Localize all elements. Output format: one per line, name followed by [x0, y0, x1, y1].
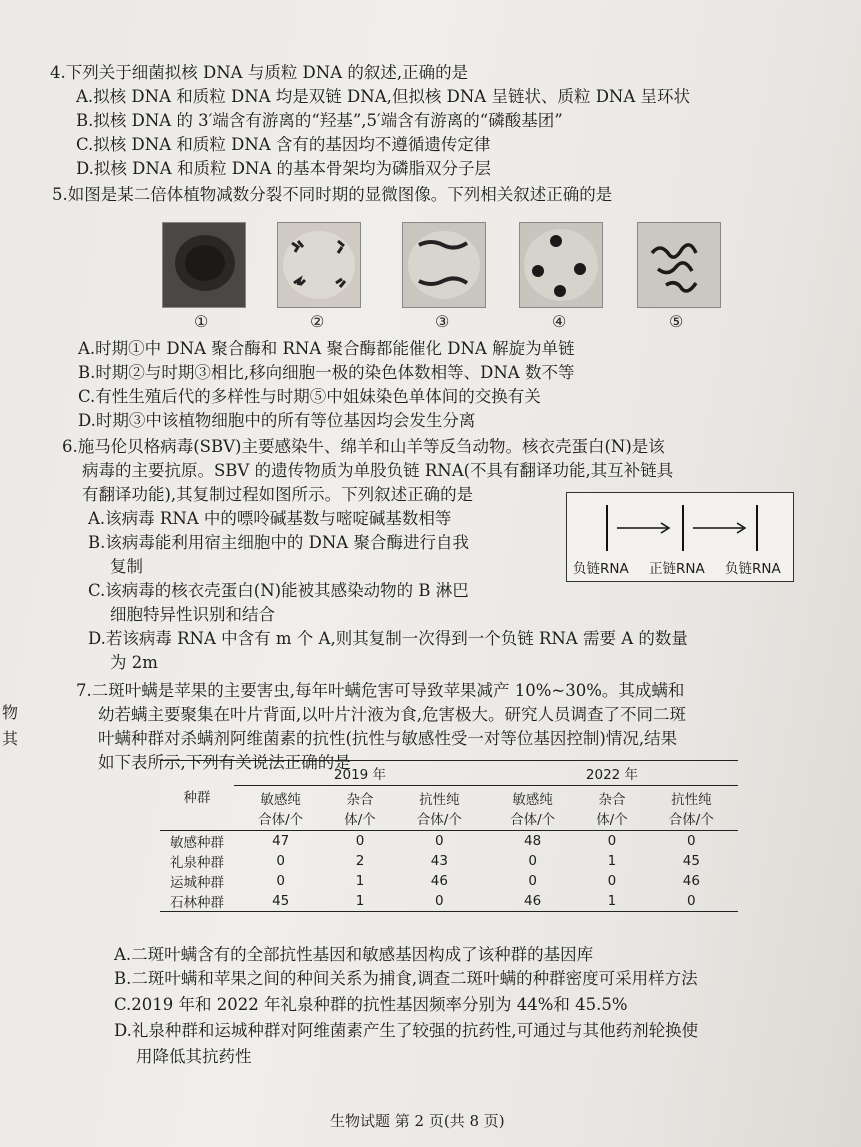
micrograph-label-3: ③: [435, 312, 450, 331]
table-subheader: 敏感纯 合体/个: [258, 792, 304, 828]
table-header-year-2019: 2019 年: [234, 761, 486, 786]
table-cell: 45: [272, 893, 290, 909]
table-cell: 1: [607, 853, 617, 869]
q7-option-b: B.二斑叶螨和苹果之间的种间关系为捕食,调查二斑叶螨的种群密度可采用样方法: [114, 969, 698, 988]
q7-option-c: C.2019 年和 2022 年礼泉种群的抗性基因频率分别为 44%和 45.5%: [114, 995, 628, 1014]
q5-option-c: C.有性生殖后代的多样性与时期⑤中姐妹染色单体间的交换有关: [78, 387, 541, 406]
micrograph-4: [519, 222, 603, 308]
table-cell: 1: [355, 873, 365, 889]
micrograph-label-2: ②: [310, 312, 325, 331]
table-row: [160, 851, 738, 871]
table-cell: 0: [435, 833, 444, 849]
table-cell: 45: [682, 853, 700, 869]
table-cell: 0: [687, 893, 696, 909]
margin-text-1: 物: [2, 703, 19, 722]
q4-stem: 4.下列关于细菌拟核 DNA 与质粒 DNA 的叙述,正确的是: [50, 63, 469, 82]
q5-option-b: B.时期②与时期③相比,移向细胞一极的染色体数相等、DNA 数不等: [78, 363, 575, 382]
micrograph-label-4: ④: [552, 312, 567, 331]
table-cell: 0: [355, 833, 365, 849]
micrograph-label-5: ⑤: [669, 312, 684, 331]
table-cell: 46: [682, 873, 700, 889]
diagram-label-1: 负链RNA: [573, 561, 629, 577]
q6-option-d: D.若该病毒 RNA 中含有 m 个 A,则其复制一次得到一个负链 RNA 需要 A 的数量: [88, 629, 688, 648]
table-cell: 礼泉种群: [170, 855, 224, 871]
table-row: [160, 831, 738, 852]
q7-stem-line-4: 如下表所示,下列有关说法正确的是: [98, 753, 351, 772]
q7-option-d-cont: 用降低其抗药性: [136, 1047, 252, 1066]
q6-option-c: C.该病毒的核衣壳蛋白(N)能被其感染动物的 B 淋巴: [88, 581, 469, 600]
resistance-table: [160, 760, 738, 912]
q5-stem: 5.如图是某二倍体植物减数分裂不同时期的显微图像。下列相关叙述正确的是: [52, 185, 613, 204]
table-cell: 0: [607, 873, 617, 889]
table-cell: 43: [430, 853, 448, 869]
q6-option-d-cont: 为 2m: [110, 653, 158, 672]
micrograph-2: [277, 222, 361, 308]
q6-stem-line-2: 病毒的主要抗原。SBV 的遗传物质为单股负链 RNA(不具有翻译功能,其互补链具: [82, 461, 674, 480]
q7-option-a: A.二斑叶螨含有的全部抗性基因和敏感基因构成了该种群的基因库: [114, 945, 594, 964]
table-cell: 0: [607, 833, 617, 849]
q7-stem-line-2: 幼若螨主要聚集在叶片背面,以叶片汁液为食,危害极大。研究人员调查了不同二斑: [98, 705, 686, 724]
q4-option-b: B.拟核 DNA 的 3′端含有游离的“羟基”,5′端含有游离的“磷酸基团”: [76, 111, 563, 130]
q7-stem-line-1: 7.二斑叶螨是苹果的主要害虫,每年叶螨危害可导致苹果减产 10%~30%。其成螨和: [76, 681, 685, 700]
margin-text-2: 其: [2, 729, 19, 748]
diagram-label-2: 正链RNA: [649, 561, 705, 577]
table-cell: 敏感种群: [170, 835, 224, 851]
table-cell: 48: [524, 833, 542, 849]
q4-option-a: A.拟核 DNA 和质粒 DNA 均是双链 DNA,但拟核 DNA 呈链状、质粒 DNA 呈环状: [76, 87, 691, 106]
q6-option-b: B.该病毒能利用宿主细胞中的 DNA 聚合酶进行自我: [88, 533, 469, 552]
table-subheader: 抗性纯 合体/个: [416, 792, 462, 828]
table-row: [160, 871, 738, 891]
table-cell: 0: [435, 893, 444, 909]
q5-option-d: D.时期③中该植物细胞中的所有等位基因均会发生分离: [78, 411, 476, 430]
table-subheader: 杂合 体/个: [596, 792, 628, 828]
table-cell: 46: [430, 873, 448, 889]
table-cell: 0: [276, 853, 285, 869]
table-subheader: 敏感纯 合体/个: [510, 792, 556, 828]
micrograph-3: [402, 222, 486, 308]
table-cell: 1: [355, 893, 365, 909]
micrograph-5: [637, 222, 721, 308]
table-cell: 2: [355, 853, 365, 869]
micrograph-label-1: ①: [194, 312, 209, 331]
table-cell: 1: [607, 893, 617, 909]
table-cell: 0: [276, 873, 285, 889]
replication-diagram: [566, 492, 794, 582]
q6-option-b-cont: 复制: [110, 557, 143, 576]
table-cell: 0: [528, 853, 537, 869]
q6-stem-line-1: 6.施马伦贝格病毒(SBV)主要感染牛、绵羊和山羊等反刍动物。核衣壳蛋白(N)是该: [62, 437, 665, 456]
q7-stem-line-3: 叶螨种群对杀螨剂阿维菌素的抗性(抗性与敏感性受一对等位基因控制)情况,结果: [98, 729, 678, 748]
table-cell: 0: [528, 873, 537, 889]
table-cell: 运城种群: [170, 875, 224, 891]
q6-stem-line-3: 有翻译功能),其复制过程如图所示。下列叙述正确的是: [82, 485, 474, 504]
table-cell: 47: [272, 833, 290, 849]
table-subheader: 杂合 体/个: [344, 792, 376, 828]
table-header-population: 种群: [183, 789, 211, 806]
q6-option-c-cont: 细胞特异性识别和结合: [110, 605, 275, 624]
table-header-year-2022: 2022 年: [486, 761, 738, 786]
table-subheader: 抗性纯 合体/个: [668, 792, 714, 828]
table-cell: 0: [687, 833, 696, 849]
diagram-label-3: 负链RNA: [725, 561, 781, 577]
table-cell: 石林种群: [170, 895, 224, 911]
table-row: [160, 891, 738, 912]
q4-option-d: D.拟核 DNA 和质粒 DNA 的基本骨架均为磷脂双分子层: [76, 159, 492, 178]
q6-option-a: A.该病毒 RNA 中的嘌呤碱基数与嘧啶碱基数相等: [88, 509, 452, 528]
table-cell: 46: [524, 893, 542, 909]
q5-option-a: A.时期①中 DNA 聚合酶和 RNA 聚合酶都能催化 DNA 解旋为单链: [78, 339, 575, 358]
q7-option-d: D.礼泉种群和运城种群对阿维菌素产生了较强的抗药性,可通过与其他药剂轮换使: [114, 1021, 699, 1040]
micrograph-1: [162, 222, 246, 308]
page-footer: 生物试题 第 2 页(共 8 页): [330, 1112, 505, 1130]
q4-option-c: C.拟核 DNA 和质粒 DNA 含有的基因均不遵循遗传定律: [76, 135, 491, 154]
